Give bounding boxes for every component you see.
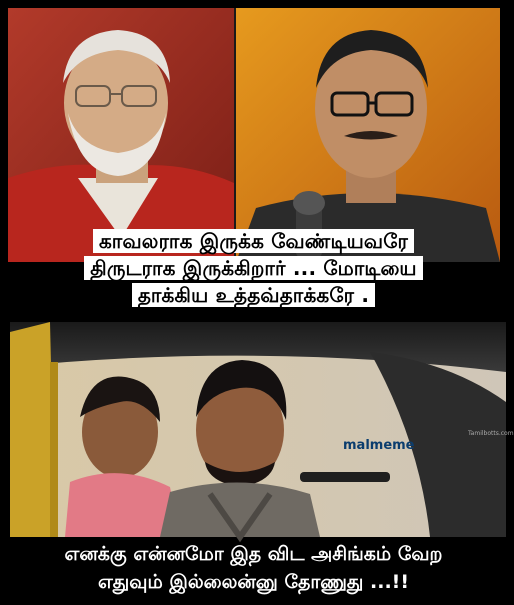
right-portrait: [236, 8, 500, 262]
left-portrait: [8, 8, 234, 262]
top-caption-line-2: திருடராக இருக்கிறார் ... மோடியை: [84, 256, 423, 280]
top-photo-panel: [8, 8, 500, 262]
credit-text: Tamilbotts.com: [468, 430, 514, 437]
top-caption: [10, 228, 497, 309]
watermark-text: malmeme: [343, 438, 415, 453]
top-caption-line-1: காவலராக இருக்க வேண்டியவரே: [93, 229, 414, 253]
bottom-caption: [0, 540, 507, 596]
top-caption-line-3: தாக்கிய உத்தவ்தாக்கரே .: [132, 283, 375, 307]
bottom-caption-line-2: எதுவும் இல்லைன்னு தோணுது ...!!: [97, 571, 409, 593]
bottom-caption-line-1: எனக்கு என்னமோ இத விட அசிங்கம் வேற: [64, 543, 443, 565]
bottom-photo-panel: [10, 322, 506, 537]
